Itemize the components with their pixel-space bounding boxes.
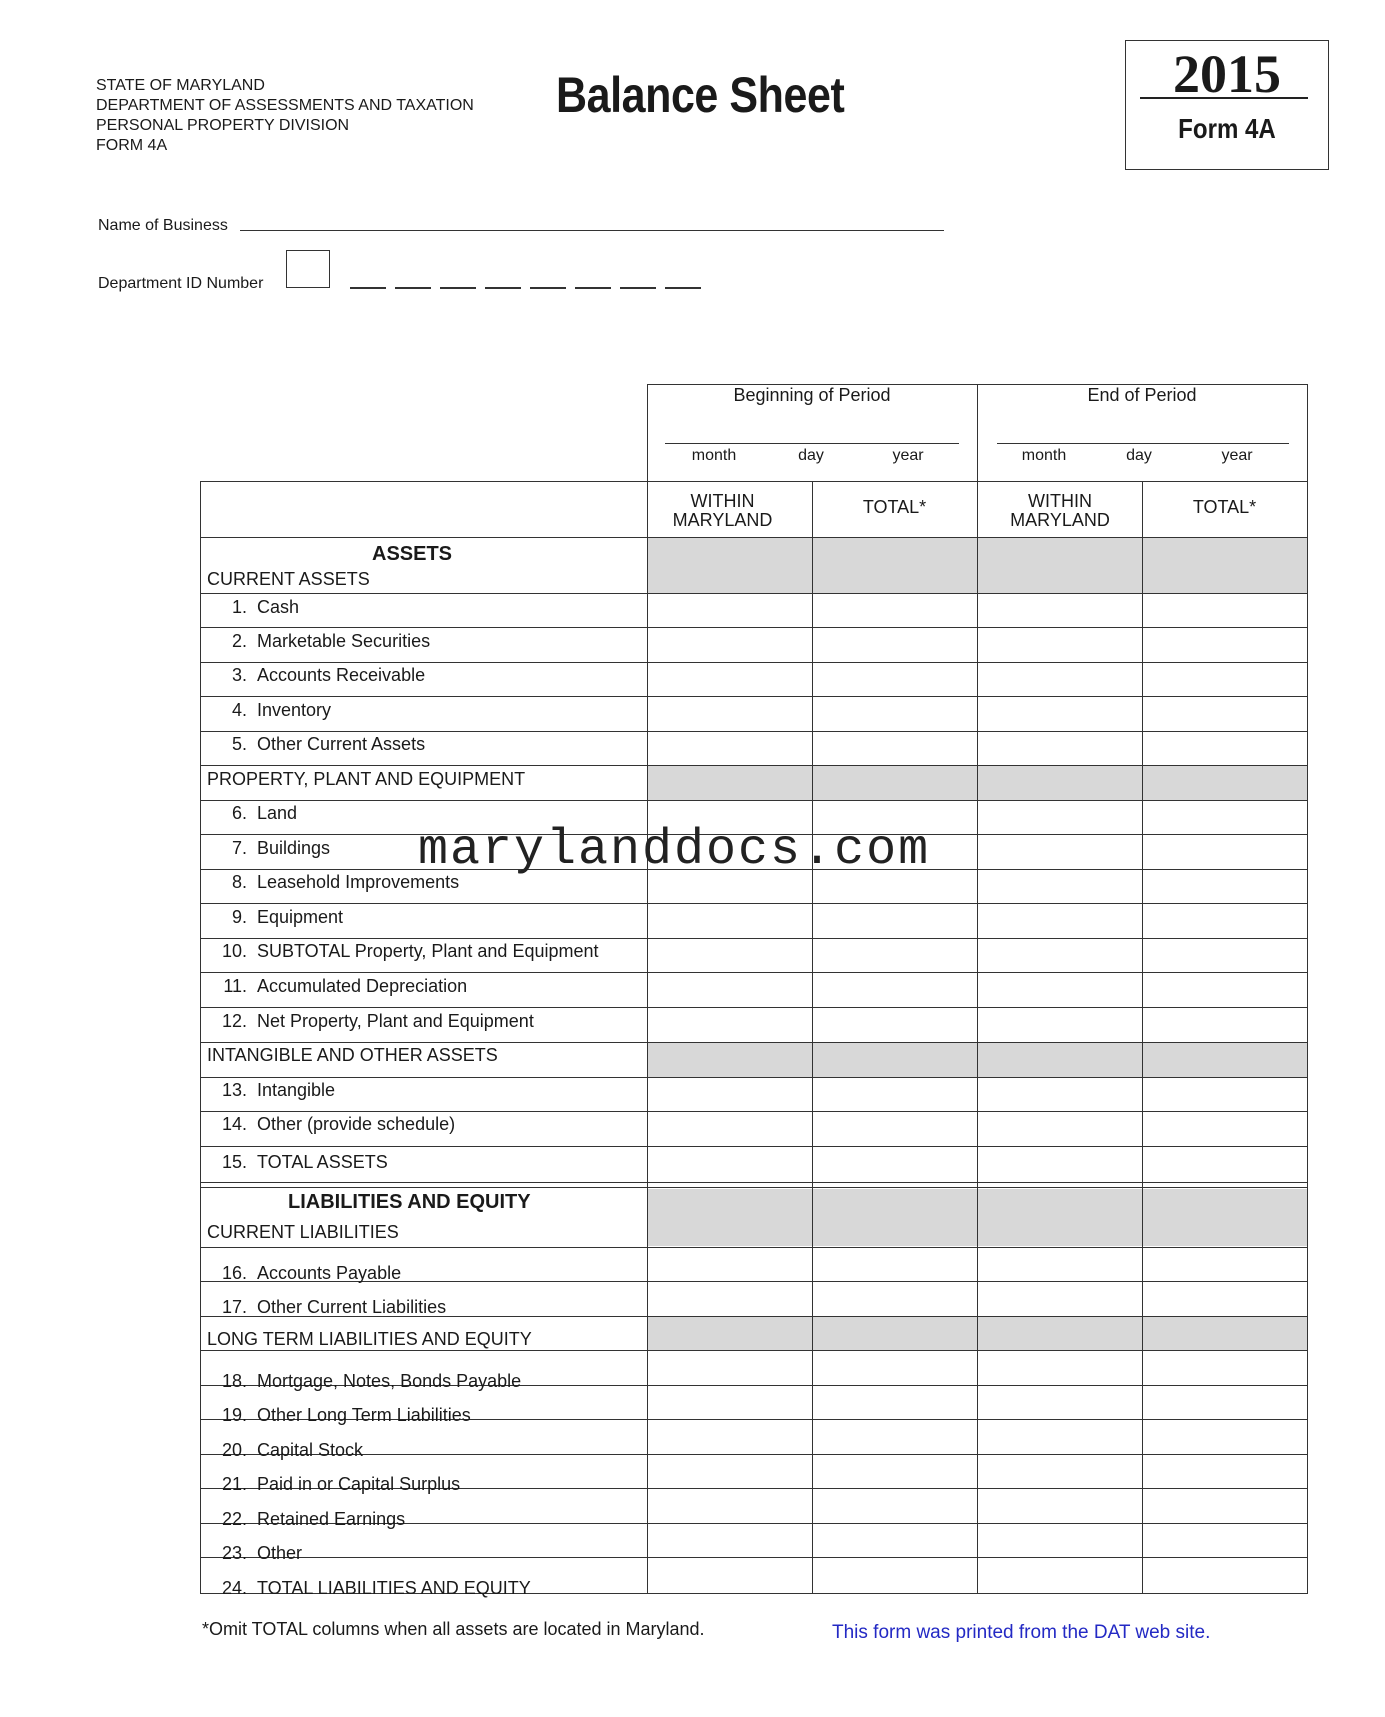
line-item-number: 1. [231,597,247,617]
line-item-label [207,1371,521,1392]
line-item-label [207,631,430,652]
end-date-line[interactable] [997,443,1289,444]
end-period-header: End of Period [1087,385,1197,405]
department-id-digit[interactable] [665,287,701,289]
line-item-label [207,734,425,755]
agency-line: FORM 4A [96,137,168,154]
line-item-number: 11. [223,976,247,996]
line-item-label [207,1152,388,1173]
footnote: *Omit TOTAL columns when all assets are located in Maryland. [202,1619,705,1639]
line-item-number: 2. [231,631,247,651]
agency-line: DEPARTMENT OF ASSESSMENTS AND TAXATION [96,97,474,114]
line-item-number: 20. [221,1440,247,1460]
department-id-digit[interactable] [395,287,431,289]
line-item-label [207,976,467,997]
line-item-label [207,941,599,962]
line-item-text: Net Property, Plant and Equipment [257,1011,534,1031]
current-assets-heading: CURRENT ASSETS [207,569,370,589]
department-id-digit[interactable] [440,287,476,289]
line-item-text: Leasehold Improvements [257,872,460,892]
line-item-label [207,1509,405,1530]
line-item-text: Other Long Term Liabilities [257,1405,471,1425]
grid-line [977,481,978,1594]
line-item-text: Cash [257,597,300,617]
line-item-text: Buildings [257,838,331,858]
line-item-text: SUBTOTAL Property, Plant and Equipment [257,941,599,961]
line-item-number: 17. [221,1297,247,1317]
line-item-number: 10. [221,941,247,961]
grid-line [200,481,201,1594]
line-item-number: 5. [231,734,247,754]
line-item-number: 13. [221,1080,247,1100]
beginning-day-label: day [798,447,824,464]
line-item-label [207,1440,363,1461]
liabilities-heading: LIABILITIES AND EQUITY [288,1191,531,1213]
beginning-period-header: Beginning of Period [733,385,891,405]
line-item-text: Other Current Assets [257,734,426,754]
line-item-text: Capital Stock [257,1440,364,1460]
line-item-text: Accumulated Depreciation [257,976,468,996]
line-item-text: TOTAL ASSETS [257,1152,388,1172]
line-item-number: 24. [221,1578,247,1598]
line-item-number: 18. [221,1371,247,1391]
end-year-label: year [1221,447,1253,464]
intangible-heading: INTANGIBLE AND OTHER ASSETS [207,1045,498,1065]
line-item-number: 16. [221,1263,247,1283]
year-form-box [1125,40,1329,170]
form-number: Form 4A [1178,113,1276,144]
line-item-text: Retained Earnings [257,1509,406,1529]
department-id-digit[interactable] [350,287,386,289]
assets-heading: ASSETS [372,543,453,565]
line-item-label [207,700,331,721]
column-header-total-end: TOTAL* [1192,497,1257,517]
grid-line [647,481,648,1594]
column-header-within-maryland-begin: WITHIN MARYLAND [672,491,773,530]
line-item-label [207,1011,534,1032]
department-id-digit[interactable] [530,287,566,289]
line-item-text: Other (provide schedule) [257,1114,456,1134]
line-item-text: Intangible [257,1080,336,1100]
beginning-month-label: month [691,447,737,464]
agency-block [96,76,474,156]
line-item-label [207,838,330,859]
agency-line: PERSONAL PROPERTY DIVISION [96,117,350,134]
line-item-label [207,597,299,618]
line-item-text: Equipment [257,907,344,927]
line-item-label [207,1297,446,1318]
line-item-number: 9. [231,907,247,927]
department-id-label: Department ID Number [98,275,264,292]
grid-line [647,384,648,482]
line-item-number: 8. [231,872,247,892]
line-item-number: 4. [231,700,247,720]
line-item-text: Marketable Securities [257,631,431,651]
line-item-number: 21. [221,1474,247,1494]
line-item-text: Land [257,803,298,823]
long-term-heading: LONG TERM LIABILITIES AND EQUITY [207,1329,532,1349]
end-month-label: month [1021,447,1067,464]
grid-line [977,384,978,482]
line-item-text: Mortgage, Notes, Bonds Payable [257,1371,522,1391]
line-item-number: 6. [231,803,247,823]
line-item-number: 22. [221,1509,247,1529]
line-item-label [207,1114,455,1135]
grid-line [812,481,813,1594]
line-item-label [207,1474,460,1495]
business-name-field[interactable] [240,230,944,231]
year-divider [1140,97,1308,99]
grid-line [1307,481,1308,1594]
beginning-year-label: year [892,447,924,464]
current-liabilities-heading: CURRENT LIABILITIES [207,1222,399,1242]
business-name-label: Name of Business [98,217,228,234]
line-item-label [207,907,343,928]
line-item-label [207,665,425,686]
column-header-within-maryland-end: WITHIN MARYLAND [1010,491,1110,530]
column-header-total-begin: TOTAL* [862,497,927,517]
department-id-digit[interactable] [620,287,656,289]
beginning-date-line[interactable] [665,443,959,444]
line-item-text: Other Current Liabilities [257,1297,447,1317]
grid-line [1307,384,1308,482]
form-year: 2015 [1173,44,1281,104]
department-id-digit[interactable] [485,287,521,289]
document-title: Balance Sheet [556,67,845,123]
line-item-text: Inventory [257,700,332,720]
line-item-text: Accounts Payable [257,1263,402,1283]
website-notice: This form was printed from the DAT web site. [832,1622,1211,1643]
department-id-digit[interactable] [575,287,611,289]
line-item-text: Paid in or Capital Surplus [257,1474,461,1494]
line-item-number: 14. [221,1114,247,1134]
line-item-label [207,1263,401,1284]
line-item-text: Accounts Receivable [257,665,426,685]
end-day-label: day [1126,447,1152,464]
line-item-text: TOTAL LIABILITIES AND EQUITY [257,1578,531,1598]
line-item-number: 7. [231,838,247,858]
department-id-prefix-box[interactable] [286,250,330,288]
line-item-label [207,1080,335,1101]
line-item-number: 19. [221,1405,247,1425]
line-item-number: 15. [221,1152,247,1172]
line-item-text: Other [257,1543,303,1563]
line-item-number: 12. [221,1011,247,1031]
line-item-label [207,1578,531,1599]
agency-line: STATE OF MARYLAND [96,77,265,94]
line-item-label [207,1405,471,1426]
line-item-label [207,1543,302,1564]
line-item-number: 3. [231,665,247,685]
watermark: marylanddocs.com [418,822,931,879]
line-item-number: 23. [221,1543,247,1563]
ppe-heading: PROPERTY, PLANT AND EQUIPMENT [207,769,526,789]
line-item-label [207,803,297,824]
grid-line [1142,481,1143,1594]
